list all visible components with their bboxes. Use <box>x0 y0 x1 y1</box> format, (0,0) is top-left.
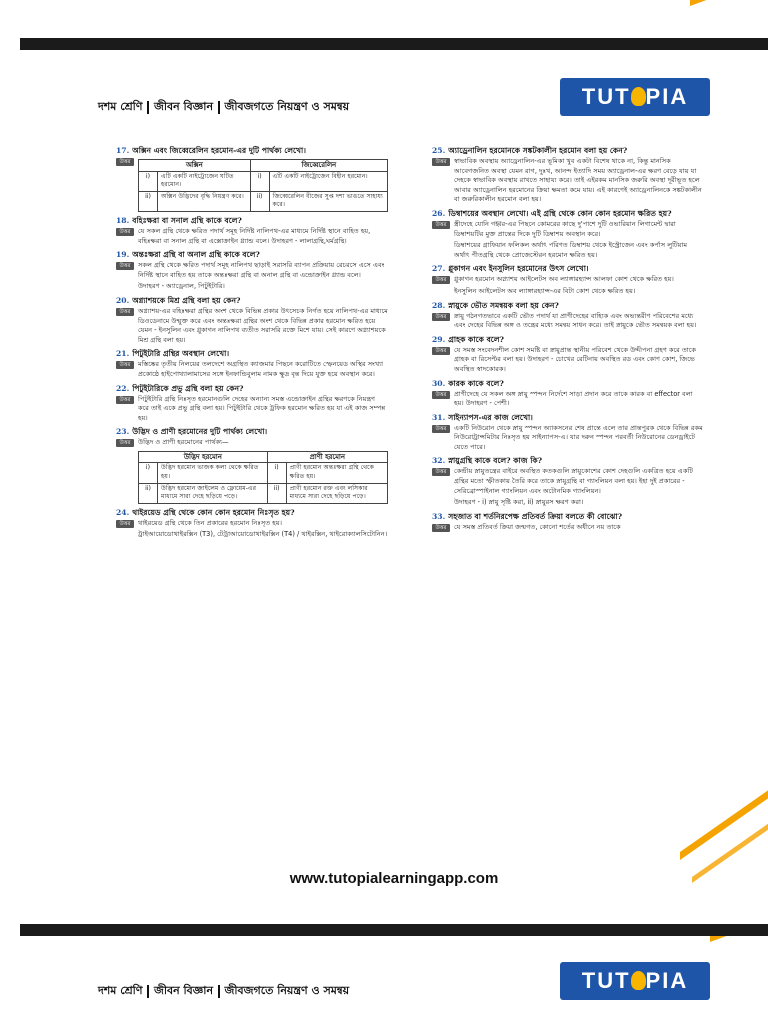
tutopia-logo: TUT PIA <box>560 78 710 116</box>
question-23: 23. উদ্ভিদ ও প্রাণী হরমোনের দুটি পার্থক্য লেখো। <box>116 427 268 437</box>
next-page-accent-stripe <box>710 936 768 942</box>
header-subject: জীবন বিজ্ঞান <box>153 100 214 113</box>
left-column: 17. অক্সিন এবং জিব্বেরেলিন হরমোন-এর দুটি পার্থক্য লেখো। উত্তর অক্সিন জিব্বেরেলিন i) এটি একটি নাইট্রোজেন ঘটিত হরমোন। i) এটি একটি নাইট্রোজেন বিহীন হরমোন। ii) অক্সিন উদ্ভিদের বৃদ্ধি নিয়ন্ত্রণ করে। ii) জিব্বেরেলিন বীজের সুপ্ত দশা ভাঙতে সাহায্য করে। 18. বহিঃক্ষরা বা সনাল গ্রন্থি কাকে বলে? উত্তর যে সকল গ্রন্থি থেকে ক্ষরিত পদার্থ সমূহ নির্দিষ্ট নালিপথ-এর মাধ্যমে নির্দিষ্ট স্থানে বাহিত হয়, বহিঃক্ষরা বা সনাল গ্রন্থি বা এক্সোক্রাইন গ্ল্যান্ড বলে। উদাহরণ - লালাগ্রন্থি,ঘর্মগ্রন্থি। 19. অন্তঃক্ষরা গ্রন্থি বা অনাল গ্রন্থি কাকে বলে? উত্তর সকল গ্রন্থি থেকে ক্ষরিত পদার্থ সমূহ নালিপথ ছাড়াই সরাসরি ব্যাপন প্রক্রিয়ায় রেচরসে এসে এবং নির্দিষ্ট স্থানে বাহিত হয় তাকে অন্তঃক্ষরা গ্রন্থি বা অনাল গ্রন্থি বা এন্ডোক্রাইন গ্ল্যান্ড বলে। উদাহরণ - অ্যাড্রেনাল, পিটুইটারি। 20. অগ্ন্যাশয়কে মিশ্র গ্রন্থি বলা হয় কেন? উত্তর অগ্ন্যাশয়-এর বহিঃক্ষরা গ্রন্থির অংশ থেকে বিভিন্ন প্রকার উৎসেচক নির্গত হয়ে নালিপথ-এর মাধ্যমে ডিওডেনামে উন্মুক্ত করে এবং অন্তঃক্ষরা গ্রন্থির অংশ থেকে বিভিন্ন প্রকার হরমোন ক্ষরিত হয়ে যেমন - ইনসুলিন এবং গ্লুকাগন নালিপথ ব্যতীত সরাসরি রক্তে মিশে যায়। সেই কারণে অগ্ন্যাশয়কে মিশ্র গ্রন্থি বলা হয়। 21. পিটুইটারি গ্রন্থির অবস্থান লেখো। উত্তর মস্তিষ্কের তৃতীয় নিলয়ের তলদেশে অগ্রস্থিত ক্যাজমার পিছনে করোটিতে স্ফেনয়েড অস্থির সংখ্যা প্রকোষ্ঠে হাইপোথ্যালামাসের সঙ্গে ইনফান্ডিবুলাম নামক ক্ষুদ্র বৃন্ত দিয়ে যুক্ত হয়ে অবস্থান করে। 22. পিটুইটারিকে প্রভু গ্রন্থি বলা হয় কেন? উত্তর পিটুইটারি গ্রন্থি নিঃসৃত হরমোনগুলি দেহের অন্যান্য সমস্ত এন্ডোক্রাইন গ্রন্থির ক্ষরণকে নিয়ন্ত্রণ করে তাই একে প্রভু গ্রন্থি বলা হয়। পিটুইটারি থেকে ট্রফিক হরমোন ক্ষরিত হয় যা এই কাজ সম্পন্ন হয়। 23. উদ্ভিদ ও প্রাণী হরমোনের দুটি পার্থক্য লেখো। উত্তর উদ্ভিদ ও প্রাণী হরমোনের পার্থক্য— উদ্ভিদ হরমোন প্রাণী হরমোন i) উদ্ভিদ হরমোন ভাজক কলা থেকে ক্ষরিত হয়। i) প্রাণী হরমোন অন্তঃক্ষরা গ্রন্থি থেকে ক্ষরিত হয়। ii) উদ্ভিদ হরমোন জাইলেম ও ফ্লোয়েম-এর মাধ্যমে সারা দেহে ছড়িয়ে পড়ে। ii) প্রাণী হরমোন রক্ত এবং লসিকার মাধ্যমে সারা দেহে ছড়িয়ে পড়ে। 24. থাইরয়েড গ্রন্থি থেকে কোন কোন হরমোন নিঃসৃত হয়? উত্তর থাইরয়েড গ্রন্থি থেকে তিন প্রকারের হরমোন নিঃসৃত হয়। ট্রাইআয়োডোথাইরক্সিন (T3), টেট্রাআয়োডোথাইরক্সিন (T4) / থাইরক্সিন, থাইরোক্যালসিটোনিন। <box>116 146 388 539</box>
answer-22: উত্তর পিটুইটারি গ্রন্থি নিঃসৃত হরমোনগুলি দেহের অন্যান্য সমস্ত এন্ডোক্রাইন গ্রন্থির ক্ষরণকে নিয়ন্ত্রণ করে তাই একে প্রভু গ্রন্থি বলা হয়। পিটুইটারি থেকে ট্রফিক হরমোন ক্ষরিত হয় যা এই কাজ সম্পন্ন হয়। <box>116 395 388 424</box>
question-25: 25. অ্যাড্রেনালিন হরমোনকে সঙ্কটকালীন হরমোন বলা হয় কেন? <box>432 146 628 155</box>
answer-29: উত্তর যে সমস্ত সংবেদনশীল কোশ সমষ্টি বা স্নায়ুপ্রান্ত স্থানীয় পরিবেশ থেকে উদ্দীপনা গ্রহণ করে তাকে গ্রাহক বা রিসেপ্টর বলা হয়। উদাহরণ - চোখের রেটিনায় অবস্থিত রড এবং কোণ কোশ, জিভে অবস্থিত স্বাদকোরক। <box>432 346 704 375</box>
table-auxin-gibberellin: অক্সিন জিব্বেরেলিন i) এটি একটি নাইট্রোজেন ঘটিত হরমোন। i) এটি একটি নাইট্রোজেন বিহীন হরমোন। ii) অক্সিন উদ্ভিদের বৃদ্ধি নিয়ন্ত্রণ করে। ii) জিব্বেরেলিন বীজের সুপ্ত দশা ভাঙতে সাহায্য করে। <box>138 159 388 212</box>
answer-21: উত্তর মস্তিষ্কের তৃতীয় নিলয়ের তলদেশে অগ্রস্থিত ক্যাজমার পিছনে করোটিতে স্ফেনয়েড অস্থির সংখ্যা প্রকোষ্ঠে হাইপোথ্যালামাসের সঙ্গে ইনফান্ডিবুলাম নামক ক্ষুদ্র বৃন্ত দিয়ে যুক্ত হয়ে অবস্থান করে। <box>116 360 388 379</box>
answer-23: উত্তর উদ্ভিদ ও প্রাণী হরমোনের পার্থক্য— <box>116 438 388 448</box>
question-31: 31. সাইন্যাপস-এর কাজ লেখো। <box>432 412 533 422</box>
next-page-header-breadcrumb: দশম শ্রেণি জীবন বিজ্ঞান জীবজগতে নিয়ন্ত্রণ ও সমন্বয় <box>98 984 350 997</box>
question-26: 26. ডিম্বাশয়ের অবস্থান লেখো। এই গ্রন্থি থেকে কোন কোন হরমোন ক্ষরিত হয়? <box>432 208 672 218</box>
question-18: 18. বহিঃক্ষরা বা সনাল গ্রন্থি কাকে বলে? <box>116 215 242 225</box>
right-column <box>432 142 704 534</box>
question-27: 27. গ্লুকাগন এবং ইনসুলিন হরমোনের উৎস লেখো। <box>432 264 589 274</box>
page-divider <box>20 924 768 936</box>
question-30: 30. কারক কাকে বলে? <box>432 378 504 388</box>
document-page <box>20 52 768 924</box>
page-header-breadcrumb <box>98 98 349 117</box>
header-chapter: জীবজগতে নিয়ন্ত্রণ ও সমন্বয় <box>224 100 350 113</box>
question-29: 29. গ্রাহক কাকে বলে? <box>432 334 504 344</box>
answer-30: উত্তর প্রাণীদেহে যে সকল অঙ্গ স্নায়ু স্পন্দন নির্দেশে সাড়া প্রদান করে তাকে কারক বা effector বলা হয়। উদাহরণ - পেশী। <box>432 390 704 409</box>
answer-19: উত্তর সকল গ্রন্থি থেকে ক্ষরিত পদার্থ সমূহ নালিপথ ছাড়াই সরাসরি ব্যাপন প্রক্রিয়ায় রেচরসে এসে এবং নির্দিষ্ট স্থানে বাহিত হয় তাকে অন্তঃক্ষরা গ্রন্থি বা অনাল গ্রন্থি বা এন্ডোক্রাইন গ্ল্যান্ড বলে। উদাহরণ - অ্যাড্রেনাল, পিটুইটারি। <box>116 261 388 292</box>
question-21: 21. পিটুইটারি গ্রন্থির অবস্থান লেখো। <box>116 349 230 359</box>
next-page-tutopia-logo: TUT PIA <box>560 962 710 1000</box>
table-plant-animal-hormone: উদ্ভিদ হরমোন প্রাণী হরমোন i) উদ্ভিদ হরমোন ভাজক কলা থেকে ক্ষরিত হয়। i) প্রাণী হরমোন অন্তঃক্ষরা গ্রন্থি থেকে ক্ষরিত হয়। ii) উদ্ভিদ হরমোন জাইলেম ও ফ্লোয়েম-এর মাধ্যমে সারা দেহে ছড়িয়ে পড়ে। ii) প্রাণী হরমোন রক্ত এবং লসিকার মাধ্যমে সারা দেহে ছড়িয়ে পড়ে। <box>138 451 388 504</box>
question-24: 24. থাইরয়েড গ্রন্থি থেকে কোন কোন হরমোন নিঃসৃত হয়? <box>116 507 295 517</box>
answer-25: উত্তর স্বাভাবিক অবস্থায় অ্যাড্রেনালিন-এর ভূমিকা খুব একটা বিশেষ থাকে না, কিন্তু মানসিক আবেগজনিত অবস্থা যেমন রাগ, দুঃখ, আনন্দ ইত্যাদি সময় অ্যাড্রেনাল-এর ক্ষরণ বেড়ে যায় যা দেহকে স্বাভাবিক অবস্থায় রাখতে সাহায্য করে। তাই এইরকম মানসিক জরুরি অবস্থা দূরীভূত হলে আবার অ্যাড্রেনালিন হরমোনের ক্রিয়া ক্ষমতা কমে যায়। এই কারণেই অ্যাড্রেনালিনকে সঙ্কটকালীন বা জরুরিকালীন হরমোন বলা হয়। <box>432 157 704 205</box>
answer-33: উত্তর যে সমস্ত প্রতিবর্ত ক্রিয়া জন্মগত, কোনো শর্তের অধীনে নয় তাকে <box>432 523 704 533</box>
accent-stripe-bottom <box>680 768 768 860</box>
question-33: 33. সহজাত বা শর্তনিরপেক্ষ প্রতিবর্ত ক্রিয়া বলতে কী বোঝো? <box>432 511 623 521</box>
bulb-icon <box>631 971 646 990</box>
question-28: 28. স্নায়ুকে ভৌত সমন্বয়ক বলা হয় কেন? <box>432 300 559 310</box>
answer-18: উত্তর যে সকল গ্রন্থি থেকে ক্ষরিত পদার্থ সমূহ নির্দিষ্ট নালিপথ-এর মাধ্যমে নির্দিষ্ট স্থানে বাহিত হয়, বহিঃক্ষরা বা সনাল গ্রন্থি বা এক্সোক্রাইন গ্ল্যান্ড বলে। উদাহরণ - লালাগ্রন্থি,ঘর্মগ্রন্থি। <box>116 227 388 246</box>
bulb-icon <box>631 87 646 106</box>
question-17: 17. অক্সিন এবং জিব্বেরেলিন হরমোন-এর দুটি পার্থক্য লেখো। <box>116 146 306 155</box>
question-22: 22. পিটুইটারিকে প্রভু গ্রন্থি বলা হয় কেন? <box>116 383 244 393</box>
page-divider-top <box>20 38 768 50</box>
answer-31: উত্তর একটি নিউরোন থেকে স্নায়ু স্পন্দন অ্যাকসনের শেষ প্রান্তে এলে তার প্রান্তপুরক থেকে বিভিন্ন রকম নিউরোট্রান্সমিটার নিঃসৃত হয় সাইন্যাপস-এ। যার দরুন স্পন্দন পরবর্তী নিউরোনের ডেনড্রাইটে যেতে পারে। <box>432 424 704 453</box>
answer-20: উত্তর অগ্ন্যাশয়-এর বহিঃক্ষরা গ্রন্থির অংশ থেকে বিভিন্ন প্রকার উৎসেচক নির্গত হয়ে নালিপথ-এর মাধ্যমে ডিওডেনামে উন্মুক্ত করে এবং অন্তঃক্ষরা গ্রন্থির অংশ থেকে বিভিন্ন প্রকার হরমোন ক্ষরিত হয়ে যেমন - ইনসুলিন এবং গ্লুকাগন নালিপথ ব্যতীত সরাসরি রক্তে মিশে যায়। সেই কারণে অগ্ন্যাশয়কে মিশ্র গ্রন্থি বলা হয়। <box>116 307 388 345</box>
header-class: দশম শ্রেণি <box>98 100 143 113</box>
answer-24: উত্তর থাইরয়েড গ্রন্থি থেকে তিন প্রকারের হরমোন নিঃসৃত হয়। ট্রাইআয়োডোথাইরক্সিন (T3), টেট্রাআয়োডোথাইরক্সিন (T4) / থাইরক্সিন, থাইরোক্যালসিটোনিন। <box>116 519 388 540</box>
question-19: 19. অন্তঃক্ষরা গ্রন্থি বা অনাল গ্রন্থি কাকে বলে? <box>116 250 260 260</box>
answer-27: উত্তর গ্লুকাগন হরমোন অগ্ন্যাশয় আইলেটস অব ল্যাঙ্গারহ্যান্স আলফা কোশ থেকে ক্ষরিত হয়। ইনসুলিন আইলেটস অব ল্যাঙ্গারহ্যান্স-এর বিটা কোশ থেকে ক্ষরিত হয়। <box>432 275 704 296</box>
answer-32: উত্তর কেন্দ্রীয় স্নায়ুতন্ত্রের বাইরে অবস্থিত কতকগুলি স্নায়ুকোশের কোশ দেহগুলি একত্রিত হয়ে একটি গ্রন্থির মতো স্ফীতকায় তৈরি করে তাকে স্নায়ুগ্রন্থি বা গ্যাংলিয়ন বলা হয়। ইহা দুই প্রকারের - সেরিব্রোস্পাইনাল গ্যাংলিয়ন এবং অটোনমিক গ্যাংলিয়ন। উদাহরণ - i) স্নায়ু সৃষ্টি করা, ii) স্নায়ুরস ক্ষরণ করা। <box>432 467 704 507</box>
answer-26: উত্তর স্ত্রীদেহে যোনি গহ্বর-এর পিছনে কোমরের কাছে দু'পাশে দুটি ওভারিয়ান লিগামেন্ট দ্বারা ডিম্বাশয়টির মুক্ত প্রান্তের দিকে দুটি ডিম্বাশয় অবস্থান করে। ডিম্বাশয়ের গ্রাফিয়ান ফলিকল অর্থাৎ পরিণত ডিম্বাশয় থেকে ইস্ট্রোজেন এবং কর্পাস লুটিয়াম অর্থাৎ পীতগ্রন্থি থেকে প্রোজেস্টেরন হরমোন ক্ষরিত হয়। <box>432 220 704 260</box>
footer-url: www.tutopialearningapp.com <box>289 870 499 887</box>
previous-page-bottom <box>0 0 768 52</box>
question-20: 20. অগ্ন্যাশয়কে মিশ্র গ্রন্থি বলা হয় কেন? <box>116 295 241 305</box>
answer-28: উত্তর স্নায়ু গঠনগতভাবে একটি ভৌত পদার্থ যা প্রাণীদেহের বাহ্যিক এবং অভ্যন্তরীণ পরিবেশের মধ্যে এবং দেহের বিভিন্ন অঙ্গ ও তন্ত্রের মধ্যে সমন্বয় সাধন করে। তাই স্নায়ুকে ভৌত সমন্বয়ক বলা হয়। <box>432 312 704 331</box>
left-margin <box>0 0 20 1024</box>
question-32: 32. স্নায়ুগ্রন্থি কাকে বলে? কাজ কি? <box>432 456 543 466</box>
next-page <box>20 936 768 1024</box>
